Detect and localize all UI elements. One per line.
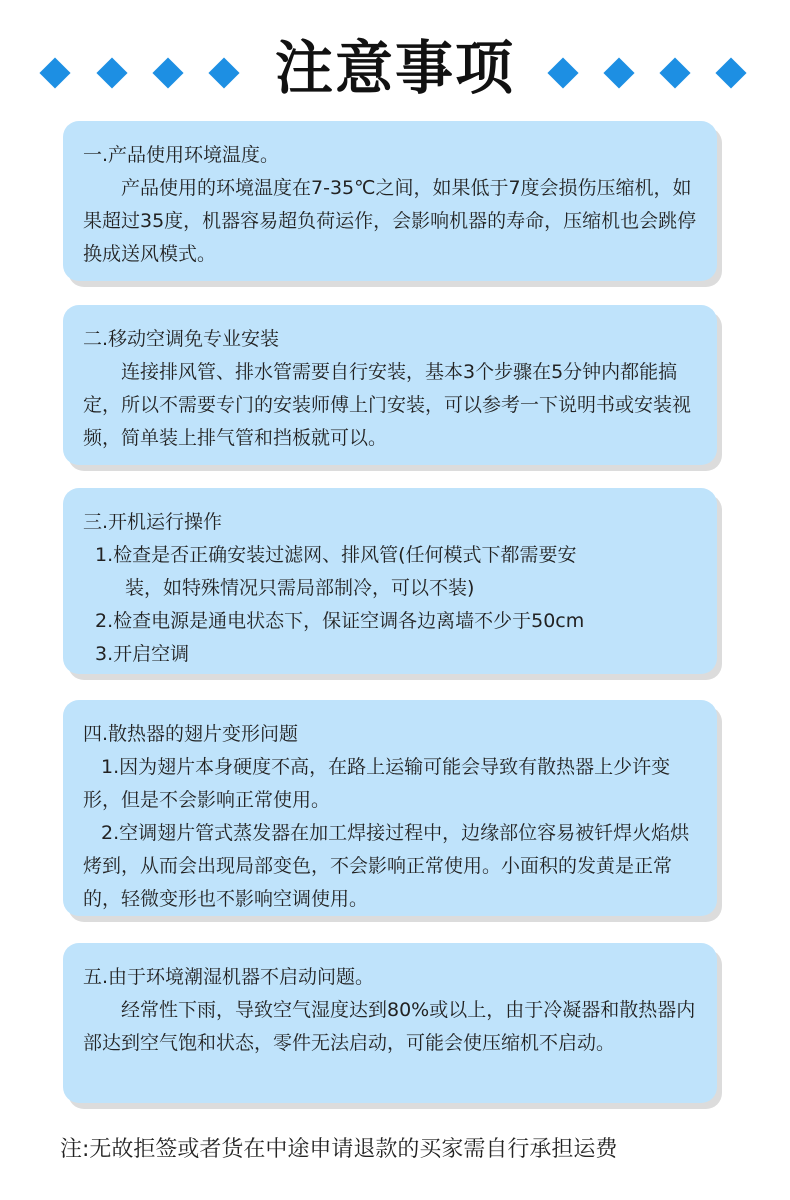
section-heading: 一.产品使用环境温度。: [83, 144, 280, 166]
list-item-continuation: 装，如特殊情况只需局部制冷，可以不装): [125, 577, 475, 599]
page-title: 注意事项: [274, 34, 515, 102]
list-item: 2.空调翅片管式蒸发器在加工焊接过程中，边缘部位容易被钎焊火焰烘烤到，从而会出现局部变色，不会影响正常使用。小面积的发黄是正常的，轻微变形也不影响空调使用。: [83, 822, 690, 910]
diamond-icon: [39, 57, 70, 88]
list-item: 1.因为翅片本身硬度不高，在路上运输可能会导致有散热器上少许变形，但是不会影响正常使用。: [83, 756, 671, 811]
footer-note: 注:无故拒签或者货在中途申请退款的买家需自行承担运费: [60, 1137, 618, 1162]
section-body: 产品使用的环境温度在7-35℃之间，如果低于7度会损伤压缩机，如果超过35度，机器容易超负荷运作，会影响机器的寿命，压缩机也会跳停换成送风模式。: [83, 177, 697, 265]
notice-card-installation: [63, 305, 717, 465]
list-item: 1.检查是否正确安装过滤网、排风管(任何模式下都需要安: [95, 544, 577, 566]
diamond-icon: [715, 57, 746, 88]
diamond-icon: [603, 57, 634, 88]
diamond-icon: [547, 57, 578, 88]
list-item: 2.检查电源是通电状态下，保证空调各边离墙不少于50cm: [95, 610, 585, 632]
section-body: 连接排风管、排水管需要自行安装，基本3个步骤在5分钟内都能搞定，所以不需要专门的安装师傅上门安装，可以参考一下说明书或安装视频，简单装上排气管和挡板就可以。: [83, 361, 692, 449]
notice-card-temperature: [63, 121, 717, 281]
diamond-icon: [208, 57, 239, 88]
header: [0, 18, 790, 114]
diamond-icon: [659, 57, 690, 88]
section-heading: 三.开机运行操作: [83, 511, 223, 533]
section-heading: 四.散热器的翅片变形问题: [83, 723, 299, 745]
section-body: 经常性下雨，导致空气湿度达到80%或以上，由于冷凝器和散热器内部达到空气饱和状态，零件无法启动，可能会使压缩机不启动。: [83, 999, 696, 1054]
diamond-icon: [152, 57, 183, 88]
diamond-icon: [96, 57, 127, 88]
section-heading: 二.移动空调免专业安装: [83, 328, 280, 350]
section-heading: 五.由于环境潮湿机器不启动问题。: [83, 966, 375, 988]
list-item: 3.开启空调: [95, 643, 190, 665]
notice-card-humidity: [63, 943, 717, 1103]
notice-card-radiator: [63, 700, 717, 916]
notice-card-operation: [63, 488, 717, 674]
